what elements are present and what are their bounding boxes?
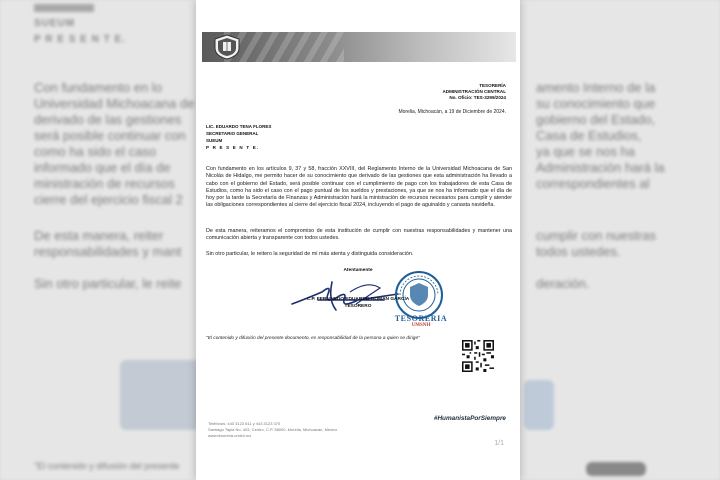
footer-website: www.tesoreria.umich.mx	[208, 433, 252, 438]
bg-line-right: deración.	[536, 276, 590, 291]
letter-page	[196, 0, 520, 480]
bg-header-bar	[34, 4, 94, 12]
bg-line: "El contenido y difusión del presente	[34, 461, 180, 471]
university-crest-icon	[212, 34, 242, 60]
office-number: No. Oficio: TES-3299/2024	[449, 95, 506, 100]
bg-line: informado que el día de	[34, 160, 171, 175]
recipient-org: SUEUM	[206, 138, 223, 143]
page-indicator: 1/1	[494, 440, 504, 447]
bg-line-right: su conocimiento que	[536, 96, 656, 111]
bg-header-text: SUEUM	[34, 18, 76, 29]
bg-line: como ha sido el caso	[34, 144, 157, 159]
seal-caption	[386, 314, 456, 328]
bg-line-right: Casa de Estudios,	[536, 128, 642, 143]
office-name: TESORERÍA	[479, 83, 506, 88]
greeting: P R E S E N T E.	[206, 145, 260, 150]
header-banner	[202, 32, 516, 62]
bg-presente: P R E S E N T E.	[34, 34, 126, 45]
qr-code-icon	[462, 340, 494, 372]
bg-line: ministración de recursos	[34, 176, 175, 191]
bg-line-right: gobierno del Estado,	[536, 112, 656, 127]
recipient-role: SECRETARIO GENERAL	[206, 131, 259, 136]
seal-sub-text: UMSNH	[411, 323, 431, 328]
bg-line: será posible continuar con	[34, 128, 186, 143]
bg-line-right: Administración hará la	[536, 160, 665, 175]
bg-line: derivado de las gestiones	[34, 112, 182, 127]
body-paragraph-3: Sin otro particular, le reitero la seguridad de mi más atenta y distinguida consideración.	[206, 251, 414, 257]
treasury-seal-icon	[394, 270, 444, 320]
bg-line: De esta manera, reiter	[34, 228, 164, 243]
footer-phone: Teléfonos: 443 3123 611 y 443 3123 370	[208, 421, 281, 426]
recipient-name: LIC. EDUARDO TENA FLORES	[206, 124, 272, 129]
hashtag: #HumanistaPorSiempre	[433, 415, 506, 422]
bg-line-right: amento Interno de la	[536, 80, 656, 95]
bg-line: Sin otro particular, le reite	[34, 276, 182, 291]
bg-line-right: correspondientes al	[536, 176, 650, 191]
bg-line: cierre del ejercicio fiscal 2	[34, 192, 183, 207]
date-line: Morelia, Michoacán, a 19 de Diciembre de 2024.	[398, 109, 506, 115]
signer-title: TESORERO	[344, 304, 372, 309]
footnote: "El contenido y difusión del presente documento, es responsabilidad de la persona a quien se dirige"	[206, 336, 420, 341]
body-paragraph-1: Con fundamento en los artículos 9, 37 y 58, fracción XXVIII, del Reglamento Interno de la Universidad Michoacana de San Nicolás de Hidalgo, me permito hacer de su conocimiento que derivado de las gestiones que esta administración ha llevado a cabo con el gobierno del Estado, será posible continuar con el cumplimiento de pago con los trabajadores de esta Casa de Estudios, como ha sido el caso con el pago puntual de los sueldos y prestaciones, ya que se nos ha informado que el día de hoy por la tarde la Secretaría de Finanzas y Administración hará la ministración de recursos necesarios para cumplir y atender las obligaciones correspondientes al cierre del ejercicio fiscal 2024, incluyendo el pago de aguinaldo y canasta navideña.	[206, 166, 512, 209]
bg-line: Universidad Michoacana de	[34, 96, 195, 111]
department-name: ADMINISTRACIÓN CENTRAL	[442, 89, 506, 94]
bg-line-right: todos ustedes.	[536, 244, 621, 259]
body-paragraph-2: De esta manera, reiteramos el compromiso de esta institución de cumplir con nuestras responsabilidades y mantener una comunicación abierta y transparente con todos ustedes.	[206, 228, 512, 242]
bg-signature-blob	[120, 360, 200, 430]
bg-line: responsabilidades y mant	[34, 244, 182, 259]
bg-line: Con fundamento en lo	[34, 80, 162, 95]
seal-main-text: TESORERIA	[394, 314, 448, 323]
signer-name: C.P. FERNANDO EDUARDO ROMÁN GARCÍA	[306, 297, 410, 302]
bg-line-right: ya que se nos ha	[536, 144, 636, 159]
footer-address: Santiago Tapia No. 403, Centro, C.P. 58000, Morelia, Michoacán, México	[208, 427, 338, 432]
closing: Atentamente	[343, 268, 373, 273]
bg-seal-blob	[524, 380, 554, 430]
bg-footer-blob	[586, 462, 646, 476]
bg-line-right: cumplir con nuestras	[536, 228, 656, 243]
